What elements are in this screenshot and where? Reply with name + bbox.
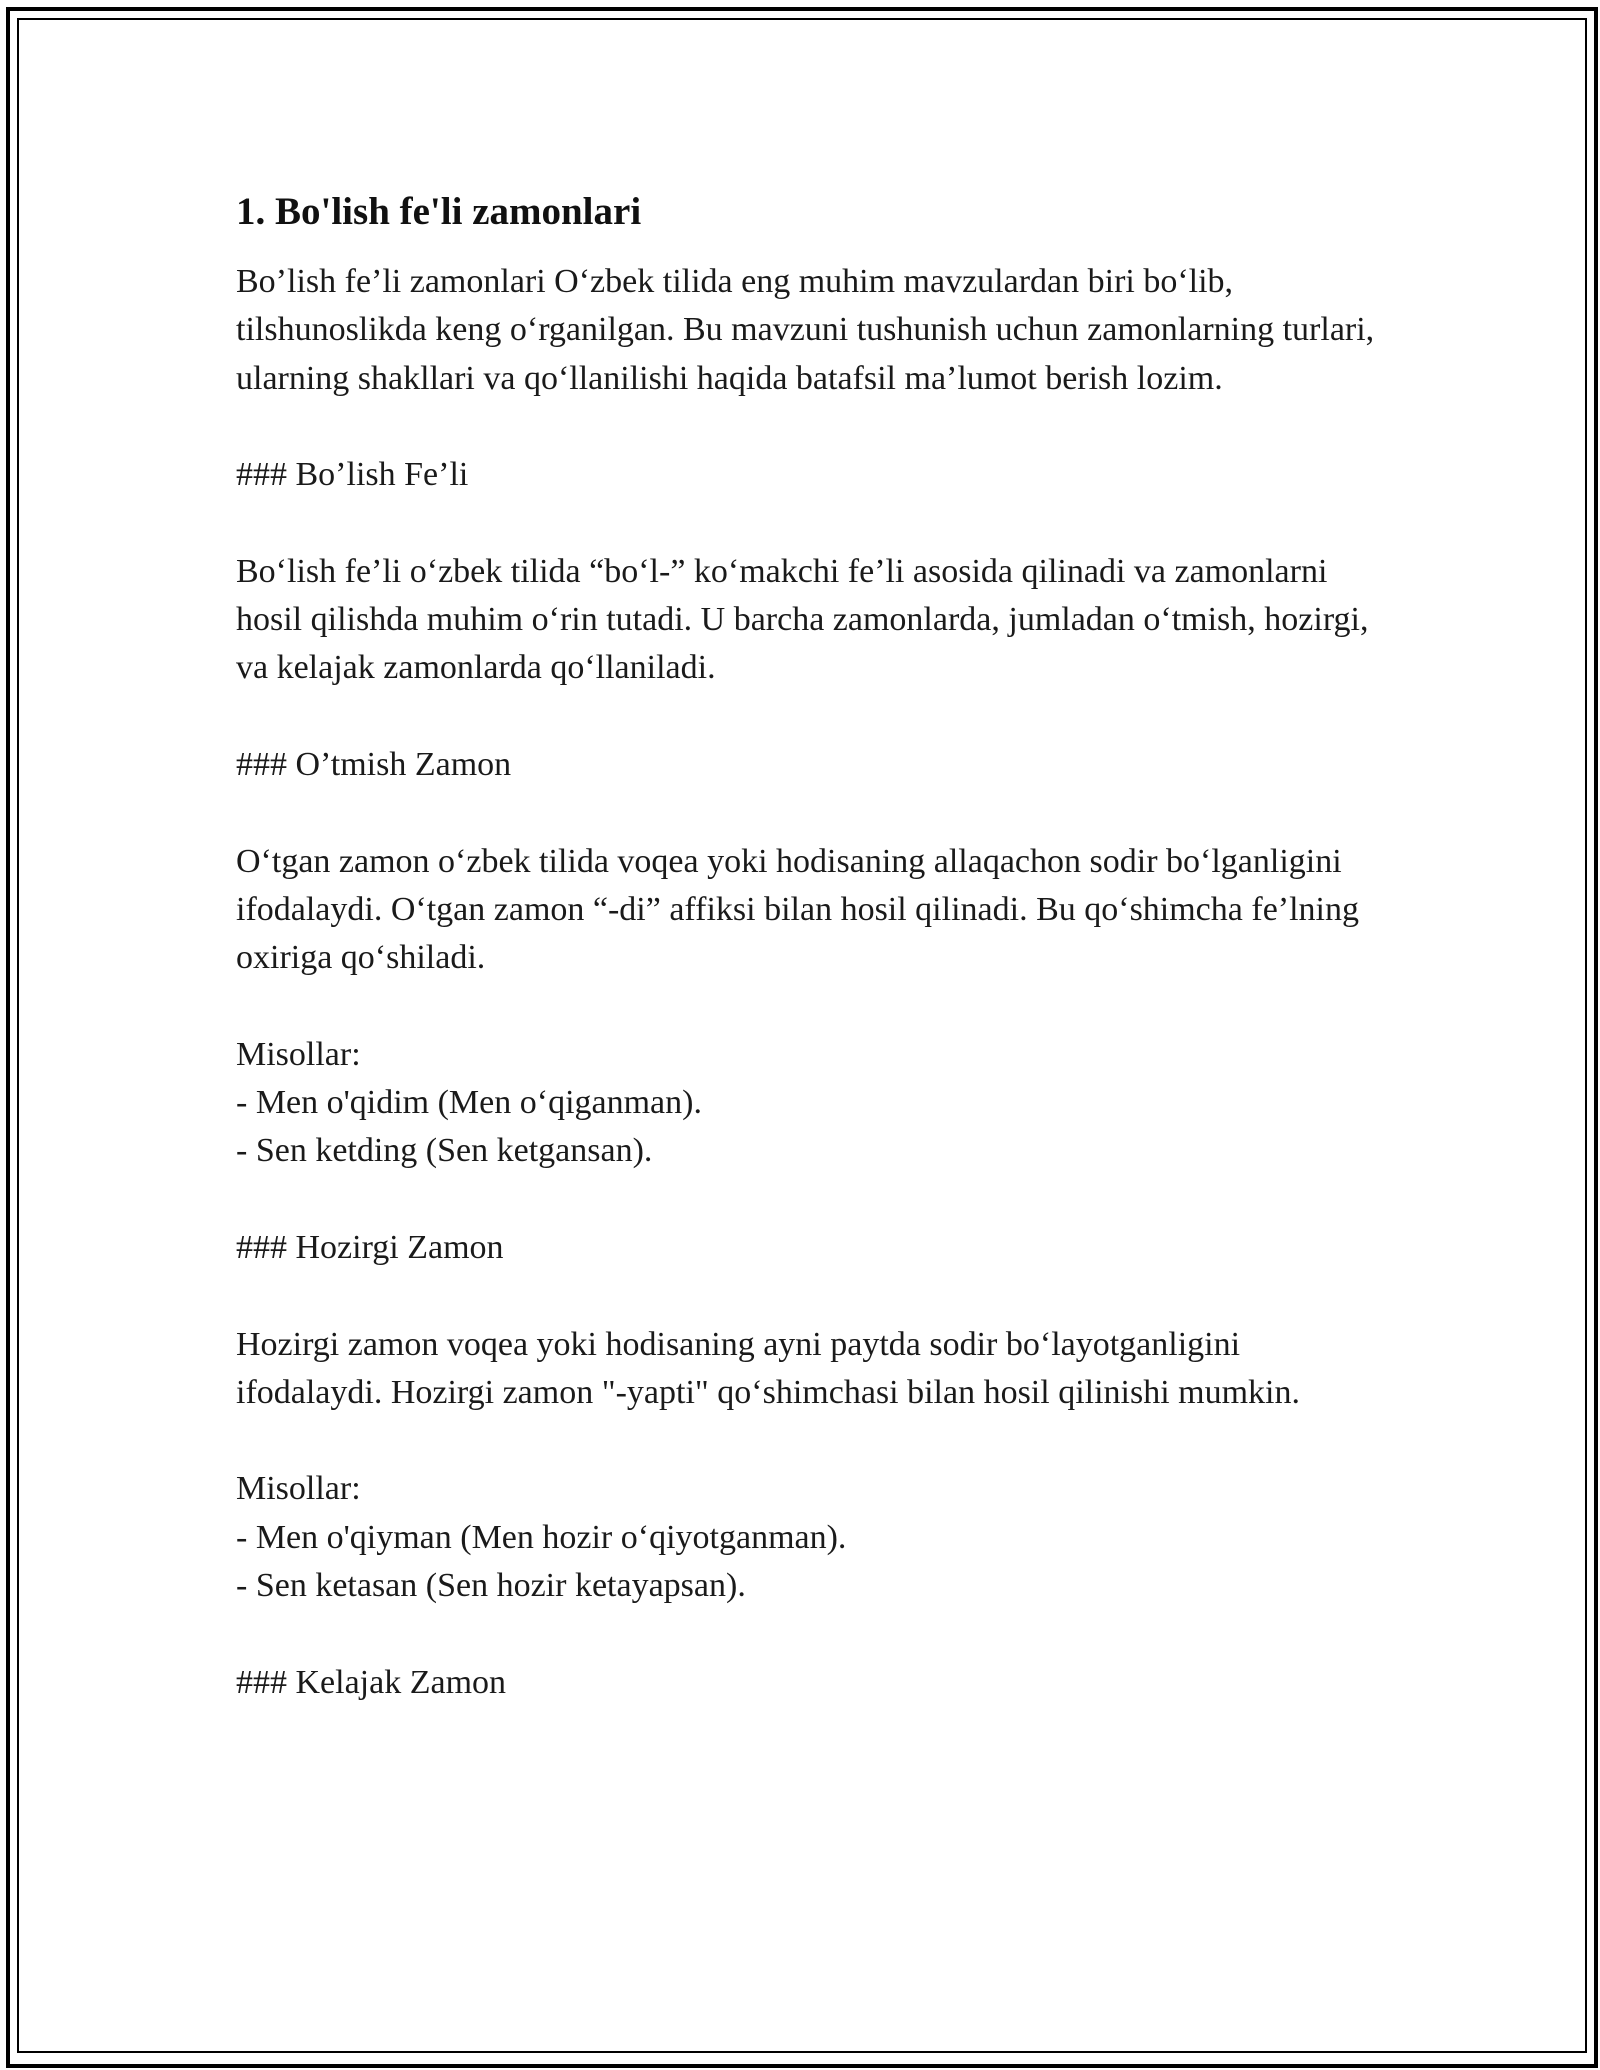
example-item: - Sen ketasan (Sen hozir ketayapsan). — [236, 1567, 746, 1605]
section-heading-bolish-feli: ### Bo’lish Fe’li — [236, 456, 469, 494]
example-item: - Men o'qiyman (Men hozir o‘qiyotganman). — [236, 1518, 847, 1556]
intro-paragraph: Bo’lish fe’li zamonlari O‘zbek tilida eng muhim mavzulardan biri bo‘lib, tilshunoslikda keng o‘rganilgan. Bu mavzuni tushunish uchun zamonlarning turlari, ularning shakllari va qo‘llanilishi haqida batafsil ma’lumot berish lozim. — [236, 263, 1375, 397]
examples-list-hozirgi-zamon — [236, 1465, 1376, 1610]
examples-label: Misollar: — [236, 1035, 361, 1073]
section-heading-kelajak-zamon: ### Kelajak Zamon — [236, 1663, 507, 1701]
section-paragraph-hozirgi-zamon: Hozirgi zamon voqea yoki hodisaning ayni paytda sodir bo‘layotganligini ifodalaydi. Hozirgi zamon "-yapti" qo‘shimchasi bilan hosil qilinishi mumkin. — [236, 1325, 1300, 1411]
example-item: - Men o'qidim (Men o‘qiganman). — [236, 1084, 702, 1122]
section-paragraph-otmish-zamon: O‘tgan zamon o‘zbek tilida voqea yoki hodisaning allaqachon sodir bo‘lganligini ifodalaydi. O‘tgan zamon “-di” affiksi bilan hosil qilinadi. Bu qo‘shimcha fe’lning oxiriga qo‘shiladi. — [236, 842, 1359, 977]
section-paragraph-bolish-feli: Bo‘lish fe’li o‘zbek tilida “bo‘l-” ko‘makchi fe’li asosida qilinadi va zamonlarni hosil qilishda muhim o‘rin tutadi. U barcha zamonlarda, jumladan o‘tmish, hozirgi, va kelajak zamonlarda qo‘llaniladi. — [236, 552, 1369, 687]
document-body — [236, 186, 1376, 1707]
examples-label: Misollar: — [236, 1470, 361, 1508]
section-heading-otmish-zamon: ### O’tmish Zamon — [236, 745, 512, 783]
page-title: 1. Bo'lish fe'li zamonlari — [236, 190, 642, 233]
example-item: - Sen ketding (Sen ketgansan). — [236, 1132, 653, 1170]
examples-list-otmish-zamon — [236, 1031, 1376, 1176]
section-heading-hozirgi-zamon: ### Hozirgi Zamon — [236, 1228, 504, 1266]
